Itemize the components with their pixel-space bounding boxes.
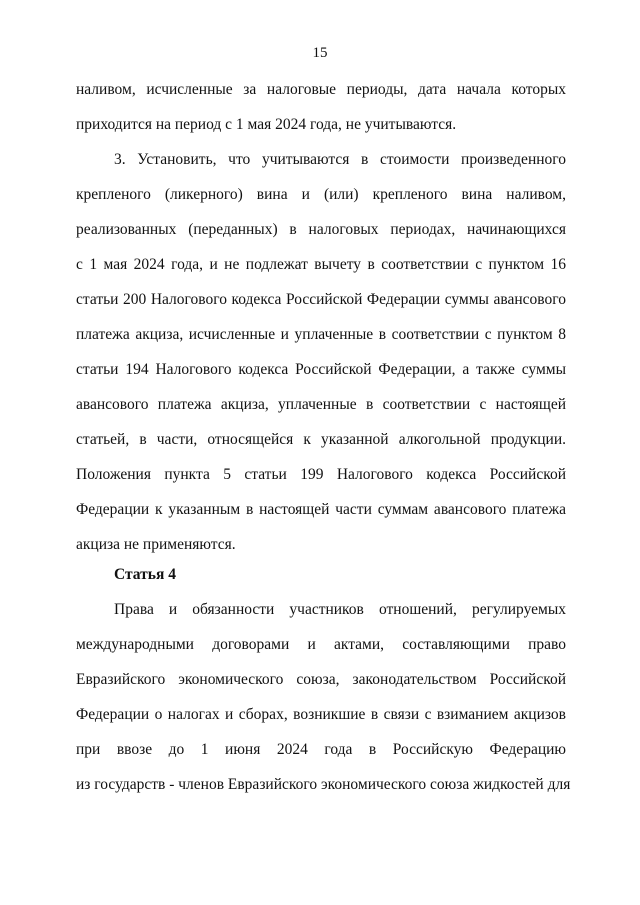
text-line: реализованных (переданных) в налоговых периодах, начинающихся — [76, 221, 566, 238]
text-line: платежа акциза, исчисленные и уплаченные в соответствии с пунктом 8 — [76, 326, 566, 343]
text-line: авансового платежа акциза, уплаченные в соответствии с настоящей — [76, 396, 566, 413]
text-line: наливом, исчисленные за налоговые периоды, дата начала которых — [76, 81, 566, 98]
article-heading: Статья 4 — [114, 566, 176, 583]
text-line: статьей, в части, относящейся к указанной алкогольной продукции. — [76, 431, 566, 448]
page-number: 15 — [312, 45, 328, 61]
text-line: Федерации о налогах и сборах, возникшие в связи с взиманием акцизов — [76, 706, 566, 723]
text-line: с 1 мая 2024 года, и не подлежат вычету в соответствии с пунктом 16 — [76, 256, 566, 273]
text-line: 3. Установить, что учитываются в стоимости произведенного — [114, 151, 566, 168]
text-line: статьи 194 Налогового кодекса Российской Федерации, а также суммы — [76, 361, 566, 378]
text-line: Федерации к указанным в настоящей части суммам авансового платежа — [76, 501, 566, 518]
text-line: при ввозе до 1 июня 2024 года в Российскую Федерацию — [76, 741, 566, 758]
text-line: Права и обязанности участников отношений, регулируемых — [114, 601, 566, 618]
text-line: приходится на период с 1 мая 2024 года, не учитываются. — [76, 116, 457, 133]
text-line: Евразийского экономического союза, законодательством Российской — [76, 671, 566, 688]
text-line: международными договорами и актами, составляющими право — [76, 636, 566, 653]
text-line: из государств - членов Евразийского экономического союза жидкостей для — [76, 776, 571, 793]
text-line: акциза не применяются. — [76, 536, 236, 553]
text-line: Положения пункта 5 статьи 199 Налогового кодекса Российской — [76, 466, 566, 483]
text-line: статьи 200 Налогового кодекса Российской Федерации суммы авансового — [76, 291, 566, 308]
text-line: крепленого (ликерного) вина и (или) крепленого вина наливом, — [76, 186, 566, 203]
